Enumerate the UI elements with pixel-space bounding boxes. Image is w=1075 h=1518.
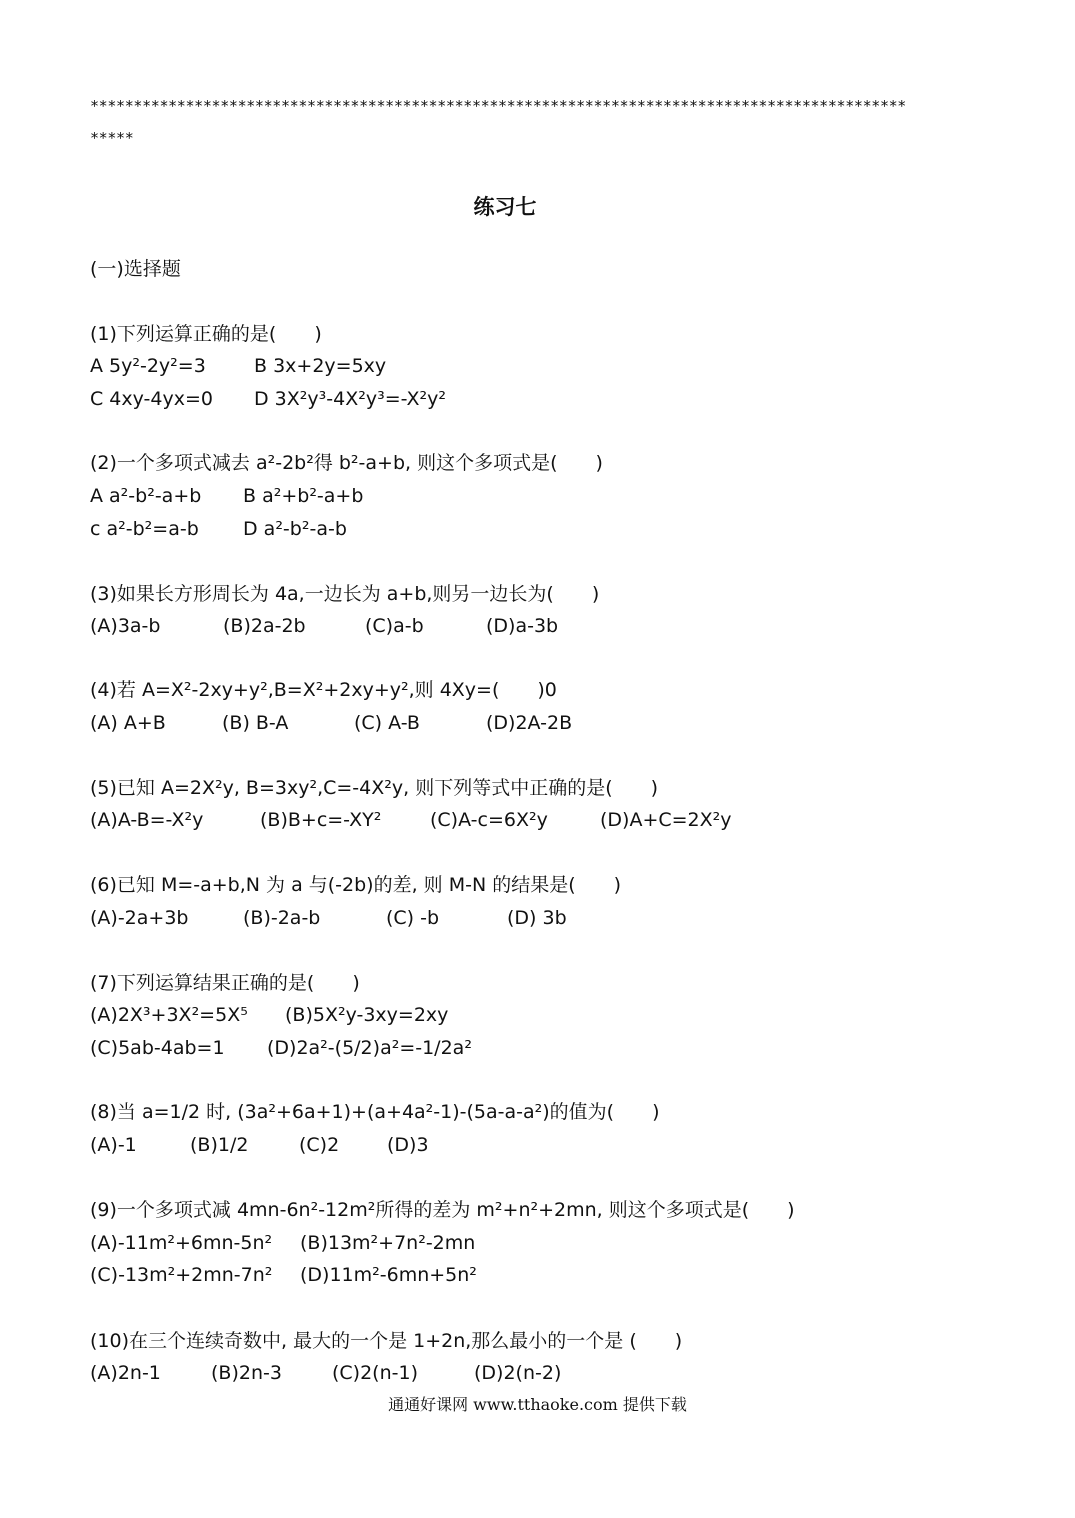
option-c: c a²-b²=a-b	[90, 518, 199, 540]
question-7: (7)下列运算结果正确的是( )	[90, 972, 360, 994]
option-c: (C)A-c=6X²y	[430, 809, 548, 831]
question-4: (4)若 A=X²-2xy+y²,B=X²+2xy+y²,则 4Xy=( )0	[90, 679, 557, 701]
option-c: (C)a-b	[365, 615, 424, 637]
option-b: (B)2n-3	[211, 1362, 282, 1384]
option-c: (C) -b	[386, 907, 440, 929]
question-3-options	[90, 614, 558, 638]
option-c: (C)2(n-1)	[332, 1362, 418, 1384]
option-a: (A)A-B=-X²y	[90, 809, 204, 831]
question-2-options-row-1	[90, 484, 363, 508]
question-2-options-row-2	[90, 517, 347, 541]
option-a: (A)3a-b	[90, 615, 161, 637]
option-b: B a²+b²-a+b	[243, 485, 364, 507]
option-b: (B)B+c=-XY²	[260, 809, 382, 831]
option-b: (B)5X²y-3xy=2xy	[285, 1004, 449, 1026]
option-a: A a²-b²-a+b	[90, 485, 202, 507]
option-d: (D)2(n-2)	[474, 1362, 562, 1384]
option-a: (A)2X³+3X²=5X⁵	[90, 1004, 248, 1026]
option-d: (D)2A-2B	[486, 712, 573, 734]
footer-credit: 通通好课网 www.tthaoke.com 提供下载	[388, 1395, 687, 1414]
option-a: (A) A+B	[90, 712, 166, 734]
option-d: (D)11m²-6mn+5n²	[300, 1264, 477, 1286]
question-1-options-row-2	[90, 387, 446, 411]
question-8: (8)当 a=1/2 时, (3a²+6a+1)+(a+4a²-1)-(5a-a-a²)的值为( )	[90, 1101, 660, 1123]
question-5: (5)已知 A=2X²y, B=3xy²,C=-4X²y, 则下列等式中正确的是( )	[90, 777, 659, 799]
question-9-options-row-1	[90, 1231, 475, 1255]
option-d: (D)2a²-(5/2)a²=-1/2a²	[267, 1037, 472, 1059]
option-d: D 3X²y³-4X²y³=-X²y²	[254, 388, 447, 410]
question-4-options	[90, 711, 572, 735]
separator-stars-line-2: *****	[90, 129, 134, 147]
option-b: (B)1/2	[190, 1134, 249, 1156]
option-c: C 4xy-4yx=0	[90, 388, 213, 410]
question-1: (1)下列运算正确的是( )	[90, 323, 322, 345]
option-d: D a²-b²-a-b	[243, 518, 347, 540]
option-b: B 3x+2y=5xy	[254, 355, 387, 377]
option-b: (B)-2a-b	[243, 907, 321, 929]
option-d: (D)3	[387, 1134, 429, 1156]
question-6: (6)已知 M=-a+b,N 为 a 与(-2b)的差, 则 M-N 的结果是( )	[90, 874, 622, 896]
option-c: (C) A-B	[354, 712, 420, 734]
question-7-options-row-1	[90, 1003, 448, 1027]
question-10-options	[90, 1361, 561, 1385]
option-b: (B)2a-2b	[223, 615, 306, 637]
option-a: (A)-11m²+6mn-5n²	[90, 1232, 273, 1254]
option-c: (C)-13m²+2mn-7n²	[90, 1264, 273, 1286]
option-a: (A)-1	[90, 1134, 137, 1156]
page-title: 练习七	[473, 195, 537, 219]
question-8-options	[90, 1133, 429, 1157]
question-6-options	[90, 906, 567, 930]
question-5-options	[90, 808, 732, 832]
section-heading: (一)选择题	[90, 258, 181, 280]
question-1-options-row-1	[90, 354, 386, 378]
question-3: (3)如果长方形周长为 4a,一边长为 a+b,则另一边长为( )	[90, 583, 600, 605]
option-c: (C)2	[299, 1134, 340, 1156]
option-d: (D)A+C=2X²y	[600, 809, 732, 831]
question-2: (2)一个多项式减去 a²-2b²得 b²-a+b, 则这个多项式是( )	[90, 452, 603, 474]
option-d: (D) 3b	[507, 907, 567, 929]
question-9-options-row-2	[90, 1263, 477, 1287]
option-a: (A)-2a+3b	[90, 907, 189, 929]
option-b: (B)13m²+7n²-2mn	[300, 1232, 476, 1254]
question-7-options-row-2	[90, 1036, 472, 1060]
option-d: (D)a-3b	[486, 615, 559, 637]
separator-stars-line-1: **********************************************************************************************	[90, 97, 906, 115]
option-a: A 5y²-2y²=3	[90, 355, 206, 377]
option-c: (C)5ab-4ab=1	[90, 1037, 225, 1059]
question-10: (10)在三个连续奇数中, 最大的一个是 1+2n,那么最小的一个是 ( )	[90, 1330, 683, 1352]
question-9: (9)一个多项式减 4mn-6n²-12m²所得的差为 m²+n²+2mn, 则这个多项式是( )	[90, 1199, 795, 1221]
option-b: (B) B-A	[222, 712, 289, 734]
option-a: (A)2n-1	[90, 1362, 161, 1384]
